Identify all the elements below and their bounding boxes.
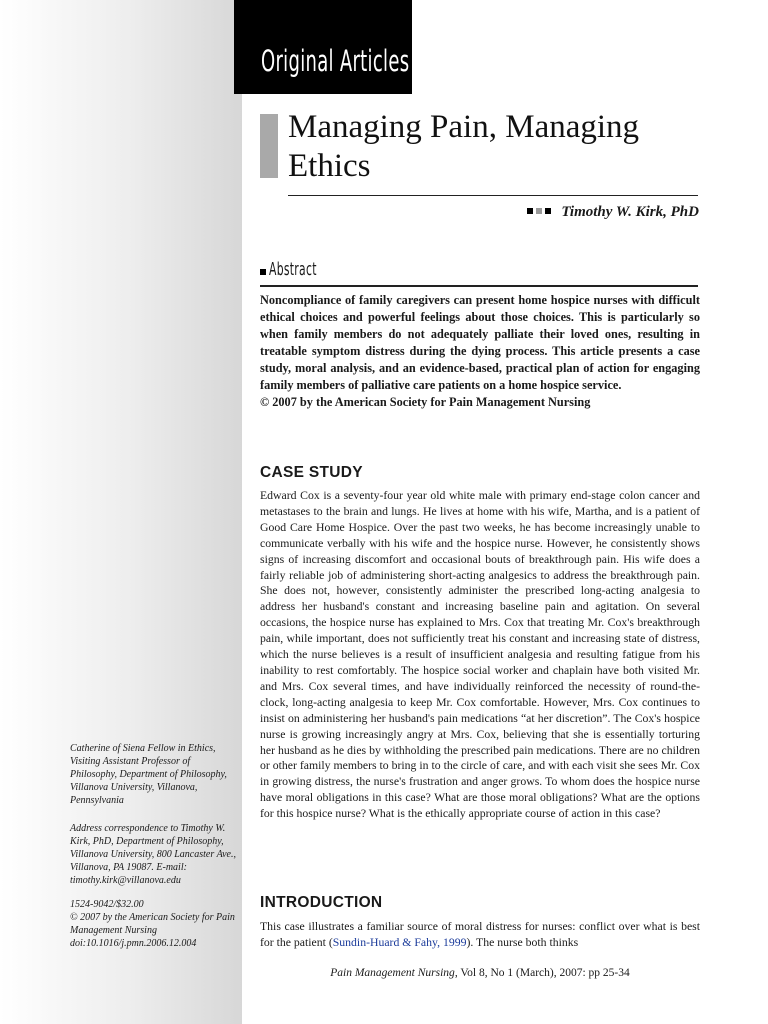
sidebar-copyright: © 2007 by the American Society for Pain Management Nursing — [70, 912, 235, 936]
introduction-text-start: This case illustrates a familiar source of moral distress for nurses: conflict over what is best for the patient ( — [260, 920, 700, 949]
citation-link[interactable]: Sundin-Huard & Fahy, 1999 — [332, 935, 467, 949]
abstract-heading-text: Abstract — [269, 259, 317, 280]
abstract-heading — [260, 259, 349, 280]
author-affiliation — [70, 742, 238, 807]
abstract-rule — [260, 285, 698, 287]
bullet-square-icon — [260, 269, 266, 275]
affiliation-text: Catherine of Siena Fellow in Ethics, Visiting Assistant Professor of Philosophy, Department of Philosophy, Villanova University, Villanova, Pennsylvania — [70, 743, 227, 806]
page-footer — [260, 967, 700, 979]
footer-citation: , Vol 8, No 1 (March), 2007: pp 25-34 — [454, 967, 630, 979]
issn: 1524-9042/$32.00 — [70, 899, 144, 910]
correspondence-note — [70, 822, 238, 887]
introduction-text — [260, 919, 700, 951]
case-study-text: Edward Cox is a seventy-four year old white male with primary end-stage colon cancer and metastases to the brain and lungs. He lives at home with his wife, Martha, and is a patient of Good Care Home Hospice. Over the past two weeks, he has become increasingly unable to communicate verbally with his wife and the hospice nurse. However, he consistently shows signs of increasing discomfort and occasional bouts of breakthrough pain. His wife does a fairly reliable job of administering short-acting analgesics to address the breakthrough pain. She does not, however, consistently administer the prescribed long-acting analgesia to address her husband's constant and increasing baseline pain and agitation. On several occasions, the hospice nurse has explained to Mrs. Cox that treating Mr. Cox's breakthrough pain, while important, does not sufficiently treat his constant and increasing state of distress, which the nurse believes is a result of insufficient analgesia and resulting fatigue from his inability to rest comfortably. The hospice social worker and chaplain have both visited Mr. and Mrs. Cox several times, and have individually reinforced the necessity of round-the-clock, long-acting analgesia to keep Mr. Cox comfortable. However, Mrs. Cox continues to insist on administering her husband's pain medications “at her discretion”. The Cox's hospice nurse is growing increasingly angry at Mrs. Cox, believing that she is essentially torturing her husband as he dies by withholding the prescribed pain medications. There are no children or other family members to bring in to the circle of care, and with each visit she sees Mr. Cox in growing distress, the nurse's frustration and anger grows. To whom does the hospice nurse have moral obligations in this case? What are those moral obligations? What are the options for this hospice nurse? What is the ethically appropriate course of action in this case? — [260, 489, 700, 821]
abstract-text: Noncompliance of family caregivers can present home hospice nurses with difficult ethical choices and powerful feelings about those choices. This is particularly so when family members do not adequately palliate their loved ones, resulting in treatable symptom distress during the dying process. This article presents a case study, moral analysis, and an evidence-based, practical plan of action for engaging family members of palliative care patients on a home hospice service. — [260, 293, 700, 392]
correspondence-text: Address correspondence to Timothy W. Kirk, PhD, Department of Philosophy, Villanova University, 800 Lancaster Ave., Villanova, PA 19087. E-mail: timothy.kirk@villanova.edu — [70, 823, 236, 886]
case-study-body — [260, 488, 700, 822]
doi[interactable]: doi:10.1016/j.pmn.2006.12.004 — [70, 938, 197, 949]
article-title: Managing Pain, Managing Ethics — [288, 109, 640, 184]
section-banner — [234, 0, 412, 94]
introduction-text-end: ). The nurse both thinks — [466, 935, 579, 949]
publication-info — [70, 898, 238, 950]
title-rule — [288, 195, 698, 196]
title-accent-bar — [260, 114, 278, 178]
bullet-square-icon — [536, 208, 542, 214]
introduction-heading: INTRODUCTION — [260, 894, 383, 911]
abstract-body — [260, 292, 700, 411]
bullet-square-icon — [545, 208, 551, 214]
section-label: Original Articles — [261, 44, 410, 78]
introduction-body — [260, 919, 700, 951]
abstract-copyright: © 2007 by the American Society for Pain Management Nursing — [260, 395, 591, 409]
bullet-square-icon — [527, 208, 533, 214]
author-name: Timothy W. Kirk, PhD — [561, 204, 699, 220]
author-line — [288, 204, 699, 221]
case-study-heading: CASE STUDY — [260, 464, 363, 481]
journal-name: Pain Management Nursing — [330, 967, 455, 979]
